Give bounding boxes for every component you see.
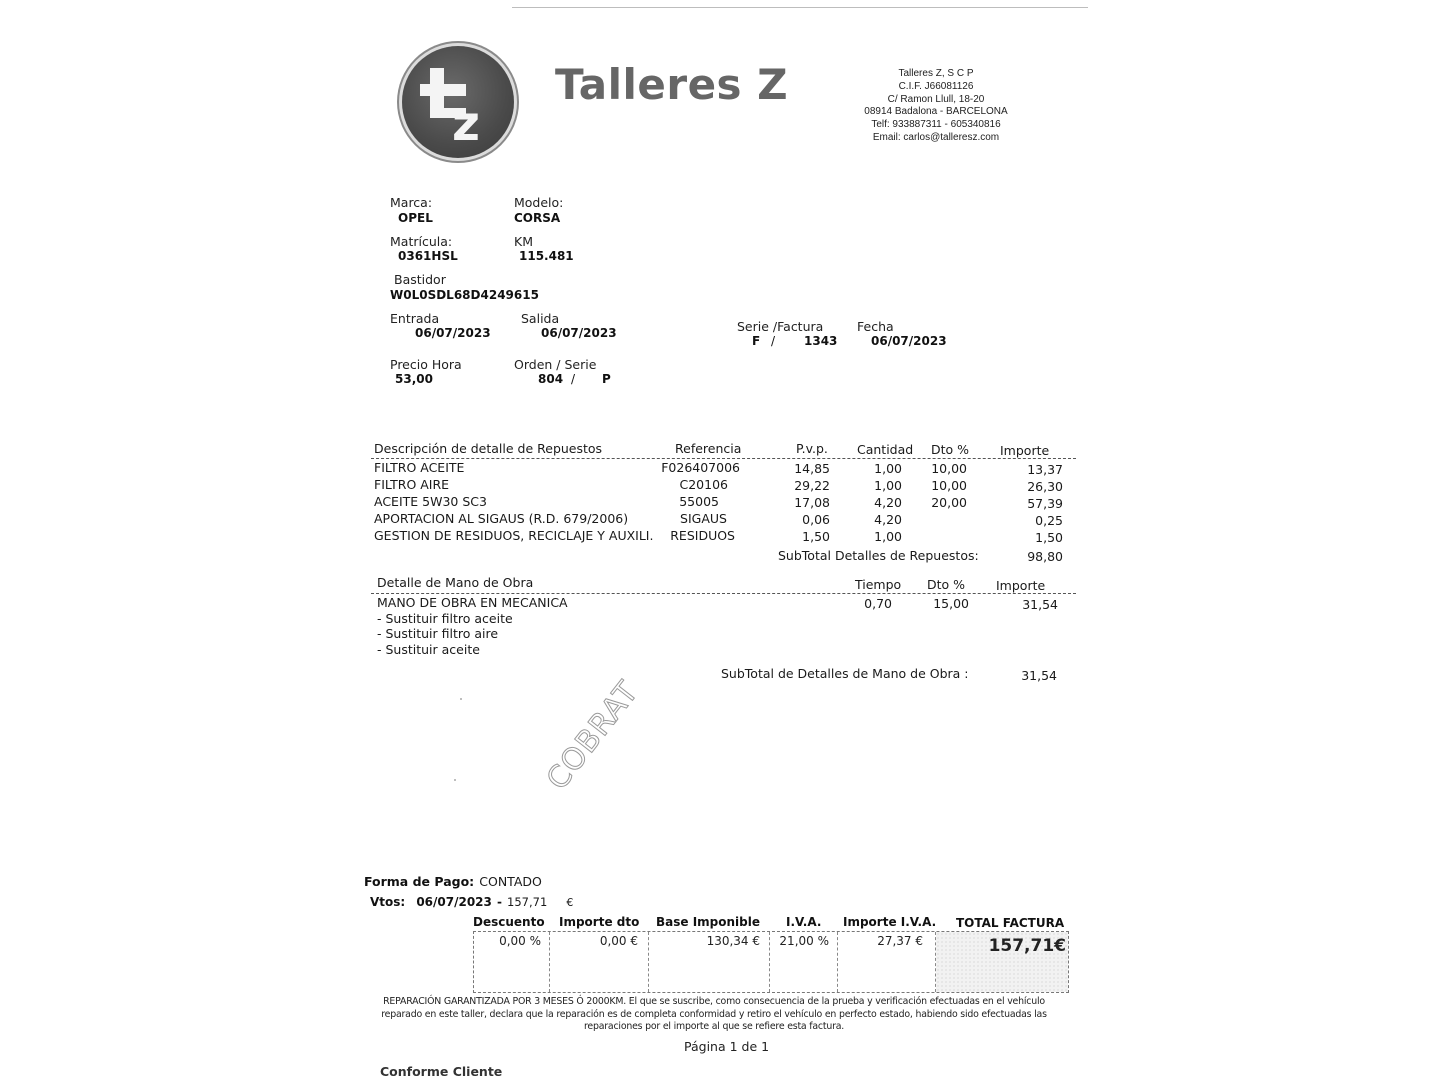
matricula-value: 0361HSL bbox=[398, 249, 458, 263]
entrada-label: Entrada bbox=[390, 311, 440, 326]
page-number: Página 1 de 1 bbox=[684, 1039, 770, 1054]
precio-hora-label: Precio Hora bbox=[390, 357, 462, 372]
part-description: ACEITE 5W30 SC3 bbox=[374, 494, 487, 509]
labor-discount: 15,00 bbox=[933, 596, 969, 611]
part-reference: F026407006 bbox=[661, 460, 740, 475]
scan-speck bbox=[460, 698, 462, 700]
part-quantity: 1,00 bbox=[874, 529, 902, 544]
serie-separator: / bbox=[771, 334, 776, 348]
vtos-label: Vtos: bbox=[370, 895, 406, 909]
brand-name: Talleres Z bbox=[555, 60, 789, 109]
part-amount: 1,50 bbox=[1035, 530, 1063, 545]
parts-header-quantity: Cantidad bbox=[857, 442, 914, 457]
discount-amount-value: 0,00 € bbox=[599, 934, 638, 948]
total-value: 157,71€ bbox=[988, 936, 1066, 956]
payment-due bbox=[370, 891, 573, 910]
part-pvp: 0,06 bbox=[802, 512, 830, 527]
vtos-currency: € bbox=[566, 896, 574, 909]
fecha-label: Fecha bbox=[857, 319, 894, 334]
part-amount: 57,39 bbox=[1027, 496, 1063, 511]
part-description: GESTION DE RESIDUOS, RECICLAJE Y AUXILI. bbox=[374, 528, 654, 543]
part-quantity: 4,20 bbox=[874, 512, 902, 527]
part-reference: 55005 bbox=[679, 494, 719, 509]
vtos-dash: - bbox=[496, 895, 502, 909]
bastidor-value: W0L0SDL68D4249615 bbox=[390, 288, 539, 302]
labor-header-time: Tiempo bbox=[855, 577, 902, 592]
payment-method bbox=[364, 871, 542, 890]
company-phone: Telf: 933887311 - 605340816 bbox=[871, 119, 1001, 131]
payment-method-value: CONTADO bbox=[479, 874, 542, 889]
entrada-value: 06/07/2023 bbox=[415, 326, 491, 340]
part-reference: C20106 bbox=[679, 477, 728, 492]
payment-method-label: Forma de Pago: bbox=[364, 874, 475, 889]
vtos-date: 06/07/2023 bbox=[416, 895, 492, 909]
labor-header-discount: Dto % bbox=[927, 577, 966, 592]
serie-value: F bbox=[752, 334, 761, 348]
labor-task: - Sustituir filtro aceite bbox=[377, 611, 513, 626]
part-pvp: 14,85 bbox=[794, 461, 830, 476]
orden-value: 804 bbox=[538, 372, 564, 386]
summary-header-vat-amount: Importe I.V.A. bbox=[843, 915, 937, 929]
labor-task: - Sustituir filtro aire bbox=[377, 626, 499, 641]
paid-stamp: COBRAT bbox=[540, 674, 646, 797]
parts-subtotal-label: SubTotal Detalles de Repuestos: bbox=[778, 548, 979, 563]
warranty-legal-text: REPARACIÓN GARANTIZADA POR 3 MESES Ó 2000KM. El que se suscribe, como consecuencia de la prueba y verificación efectuadas en el vehículo reparado en este taller, declara que la reparación es de completa conformidad y retiro el vehículo en perfecto estado, habiendo sido efectuadas las reparaciones por el importe al que se refiere esta factura. bbox=[381, 996, 1047, 1033]
parts-header-pvp: P.v.p. bbox=[796, 441, 828, 456]
part-pvp: 17,08 bbox=[794, 495, 830, 510]
salida-label: Salida bbox=[521, 311, 560, 326]
labor-header-divider bbox=[371, 593, 1076, 594]
labor-task: - Sustituir aceite bbox=[377, 642, 480, 657]
km-label: KM bbox=[514, 234, 533, 249]
logo-z-glyph: z bbox=[452, 96, 480, 152]
bastidor-label: Bastidor bbox=[394, 272, 446, 287]
parts-header-discount: Dto % bbox=[931, 442, 970, 457]
vat-value: 21,00 % bbox=[779, 934, 829, 948]
summary-header-discount: Descuento bbox=[473, 915, 545, 929]
labor-time: 0,70 bbox=[864, 596, 892, 611]
serie-factura-label: Serie /Factura bbox=[737, 319, 824, 334]
parts-header-reference: Referencia bbox=[675, 441, 742, 456]
fecha-value: 06/07/2023 bbox=[871, 334, 947, 348]
parts-header-divider bbox=[371, 458, 1076, 459]
logo-t-bar bbox=[420, 84, 466, 96]
orden-serie-value: P bbox=[602, 372, 611, 386]
total-cell bbox=[936, 932, 1068, 992]
part-description: APORTACION AL SIGAUS (R.D. 679/2006) bbox=[374, 511, 629, 526]
labor-description: MANO DE OBRA EN MECANICA bbox=[377, 595, 568, 610]
parts-header-description: Descripción de detalle de Repuestos bbox=[374, 441, 603, 456]
part-pvp: 1,50 bbox=[802, 529, 830, 544]
tax-base-value: 130,34 € bbox=[706, 934, 760, 948]
vat-amount-value: 27,37 € bbox=[877, 934, 923, 948]
orden-separator: / bbox=[571, 372, 576, 386]
labor-subtotal-value: 31,54 bbox=[1021, 668, 1057, 683]
matricula-label: Matrícula: bbox=[390, 234, 453, 249]
discount-value: 0,00 % bbox=[499, 934, 541, 948]
part-pvp: 29,22 bbox=[794, 478, 830, 493]
company-address: C/ Ramon Llull, 18-20 bbox=[887, 93, 985, 105]
labor-header-description: Detalle de Mano de Obra bbox=[377, 575, 534, 590]
company-city: 08914 Badalona - BARCELONA bbox=[864, 106, 1008, 118]
part-discount: 10,00 bbox=[931, 478, 967, 493]
company-logo-icon bbox=[402, 46, 514, 158]
km-value: 115.481 bbox=[519, 249, 574, 263]
company-cif: C.I.F. J66081126 bbox=[898, 80, 974, 92]
summary-header-discount-amount: Importe dto bbox=[559, 915, 640, 929]
labor-header-amount: Importe bbox=[996, 578, 1046, 593]
part-reference: SIGAUS bbox=[680, 511, 727, 526]
company-name: Talleres Z, S C P bbox=[898, 68, 974, 79]
part-reference: RESIDUOS bbox=[670, 528, 735, 543]
part-discount: 10,00 bbox=[931, 461, 967, 476]
summary-header-vat: I.V.A. bbox=[786, 915, 822, 929]
precio-hora-value: 53,00 bbox=[395, 372, 433, 386]
company-info bbox=[848, 68, 1024, 145]
vtos-amount: 157,71 bbox=[507, 895, 548, 909]
part-description: FILTRO ACEITE bbox=[374, 460, 465, 475]
company-email: Email: carlos@talleresz.com bbox=[872, 131, 1000, 143]
salida-value: 06/07/2023 bbox=[541, 326, 617, 340]
factura-number: 1343 bbox=[804, 334, 838, 348]
part-amount: 0,25 bbox=[1035, 513, 1063, 528]
modelo-value: CORSA bbox=[514, 211, 561, 225]
orden-serie-label: Orden / Serie bbox=[514, 357, 597, 372]
part-discount: 20,00 bbox=[931, 495, 967, 510]
labor-amount: 31,54 bbox=[1022, 597, 1058, 612]
vat-cell bbox=[770, 932, 838, 992]
part-amount: 26,30 bbox=[1027, 479, 1063, 494]
summary-header-tax-base: Base Imponible bbox=[656, 915, 761, 929]
customer-signature-label: Conforme Cliente bbox=[380, 1064, 503, 1079]
totals-box bbox=[473, 931, 1069, 993]
vat-amount-cell bbox=[838, 932, 936, 992]
scan-speck bbox=[454, 779, 456, 781]
scan-edge-line bbox=[512, 7, 1088, 8]
marca-label: Marca: bbox=[390, 195, 433, 210]
discount-cell bbox=[474, 932, 550, 992]
part-description: FILTRO AIRE bbox=[374, 477, 450, 492]
marca-value: OPEL bbox=[398, 211, 433, 225]
parts-subtotal-value: 98,80 bbox=[1027, 549, 1063, 564]
part-amount: 13,37 bbox=[1027, 462, 1063, 477]
modelo-label: Modelo: bbox=[514, 195, 564, 210]
parts-header-amount: Importe bbox=[1000, 443, 1050, 458]
discount-amount-cell bbox=[550, 932, 649, 992]
part-quantity: 1,00 bbox=[874, 478, 902, 493]
tax-base-cell bbox=[649, 932, 770, 992]
labor-subtotal-label: SubTotal de Detalles de Mano de Obra : bbox=[721, 666, 969, 681]
part-quantity: 4,20 bbox=[874, 495, 902, 510]
summary-header-total: TOTAL FACTURA bbox=[956, 916, 1065, 930]
part-quantity: 1,00 bbox=[874, 461, 902, 476]
